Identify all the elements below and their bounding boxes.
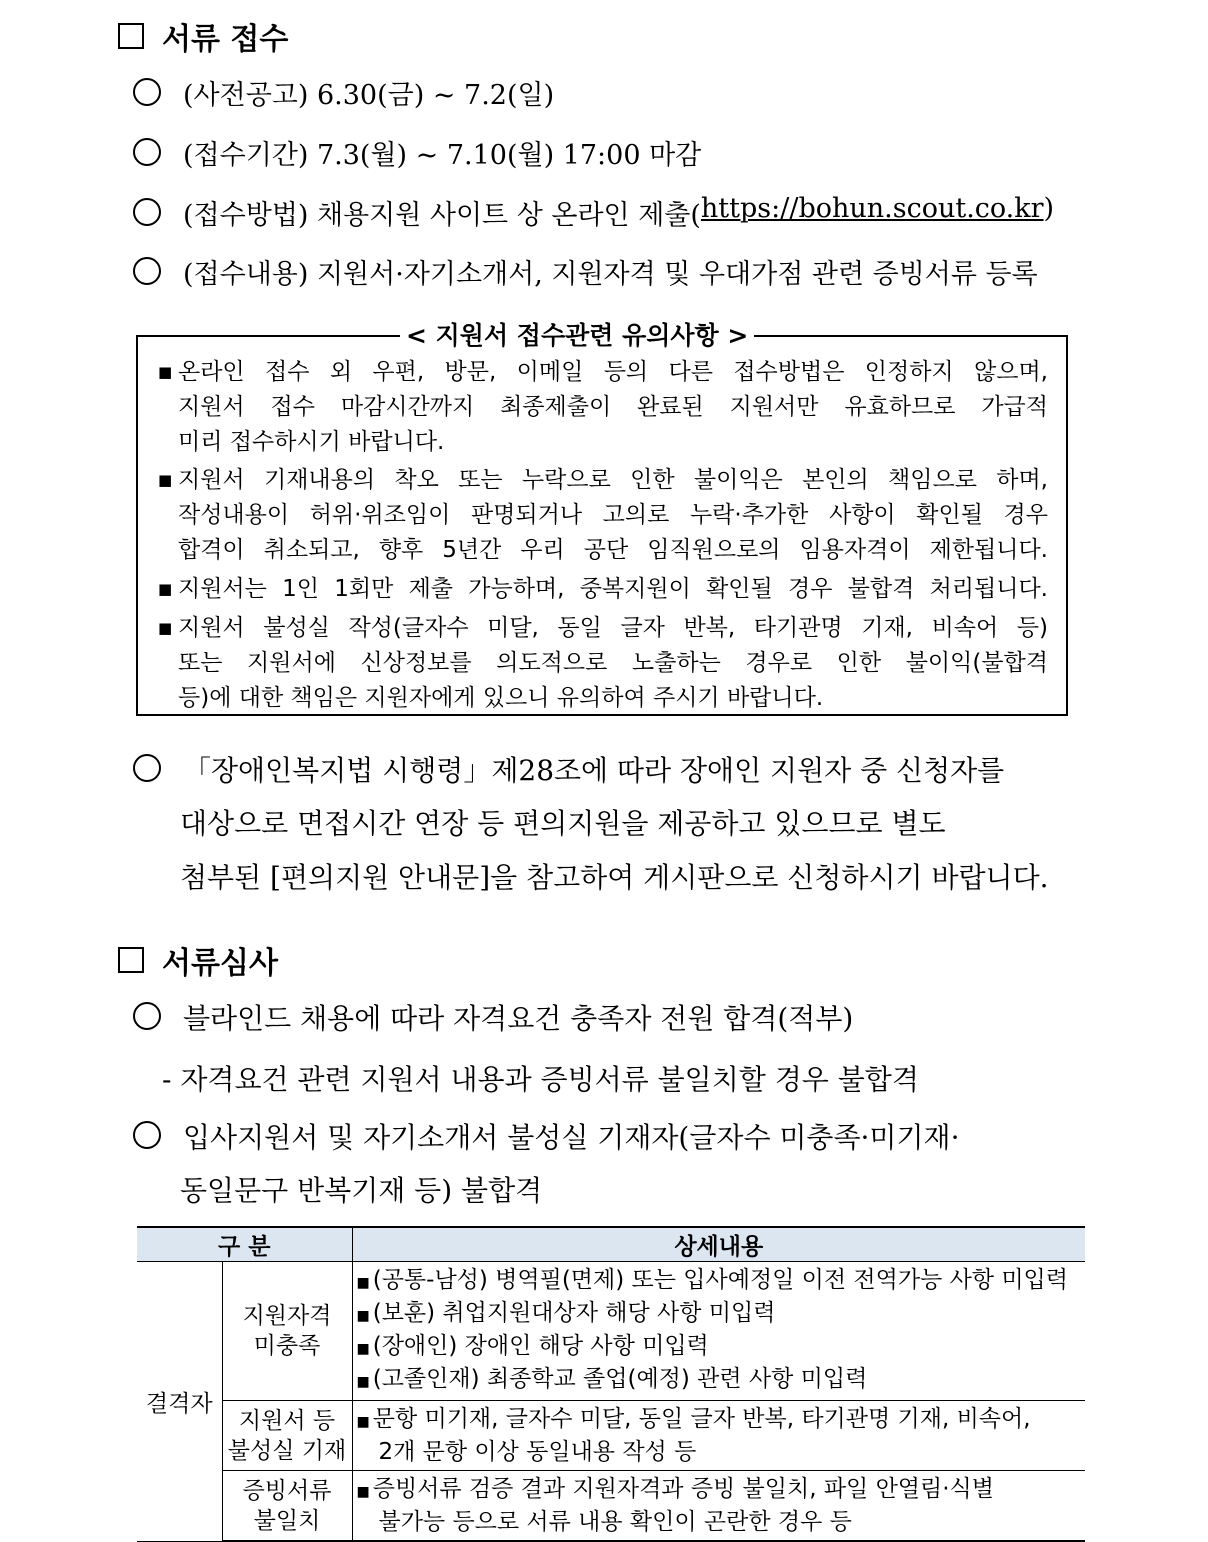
list-item-text: (사전공고) 6.30(금) ~ 7.2(일) xyxy=(183,80,555,111)
circle-bullet-icon xyxy=(133,1002,161,1030)
table-row xyxy=(137,1262,1085,1401)
list-item-continuation: 대상으로 면접시간 연장 등 편의지원을 제공하고 있으므로 별도 xyxy=(180,807,946,840)
circle-bullet-icon xyxy=(133,1121,161,1149)
detail-text: 증빙서류 검증 결과 지원자격과 증빙 불일치, 파일 안열림·식별 xyxy=(372,1476,994,1502)
table-header-row xyxy=(137,1227,1085,1262)
subcategory-line: 미충족 xyxy=(253,1333,321,1359)
list-item-text: 블라인드 채용에 따라 자격요건 충족자 전원 합격(적부) xyxy=(183,1002,854,1035)
subcategory-line: 불일치 xyxy=(253,1507,321,1534)
circle-bullet-icon xyxy=(133,198,161,226)
detail-text: (공통-남성) 병역필(면제) 또는 입사예정일 이전 전역가능 사항 미입력 xyxy=(372,1267,1068,1293)
circle-bullet-icon xyxy=(133,78,161,106)
square-bullet-icon: ■ xyxy=(356,1484,370,1500)
list-item-insincere xyxy=(133,1116,959,1156)
notice-title: < 지원서 접수관련 유의사항 > xyxy=(400,316,754,352)
checkbox-square-icon xyxy=(118,23,144,49)
list-item-text: (접수방법) 채용지원 사이트 상 온라인 제출( xyxy=(183,200,701,231)
table-row xyxy=(137,1471,1085,1542)
notice-line: 미리 접수하시기 바랍니다. xyxy=(178,429,445,455)
square-bullet-icon: ■ xyxy=(356,1275,370,1291)
checkbox-square-icon xyxy=(118,947,144,973)
notice-line: 지원서 불성실 작성(글자수 미달, 동일 글자 반복, 타기관명 기재, 비속어 등) xyxy=(178,615,1048,641)
section-heading-screening xyxy=(118,938,278,982)
list-item-text: 입사지원서 및 자기소개서 불성실 기재자(글자수 미충족·미기재· xyxy=(183,1121,960,1154)
notice-item xyxy=(158,611,1048,716)
notice-box xyxy=(136,335,1068,716)
detail-line xyxy=(357,1265,1082,1298)
subcategory-line: 불성실 기재 xyxy=(227,1437,347,1464)
notice-item xyxy=(158,463,1048,568)
square-bullet-icon: ■ xyxy=(158,363,173,381)
notice-item xyxy=(158,572,1048,607)
disqualification-table xyxy=(137,1226,1085,1542)
list-item-text: (접수내용) 지원서·자기소개서, 지원자격 및 우대가점 관련 증빙서류 등록 xyxy=(183,259,1038,290)
detail-line xyxy=(357,1331,1082,1364)
list-item-period xyxy=(133,133,701,172)
square-bullet-icon: ■ xyxy=(356,1308,370,1324)
notice-item xyxy=(158,355,1048,460)
square-bullet-icon: ■ xyxy=(356,1341,370,1357)
header-category: 구 분 xyxy=(137,1227,352,1262)
notice-line: 지원서 기재내용의 착오 또는 누락으로 인한 불이익은 본인의 책임으로 하며, xyxy=(178,467,1048,493)
section-heading-submission xyxy=(118,14,288,58)
detail-text: (장애인) 장애인 해당 사항 미입력 xyxy=(372,1333,709,1359)
square-bullet-icon: ■ xyxy=(158,619,173,637)
list-item-content xyxy=(133,252,1038,291)
notice-line: 온라인 접수 외 우편, 방문, 이메일 등의 다른 접수방법은 인정하지 않으며, xyxy=(178,359,1048,385)
list-item-method xyxy=(133,193,1054,232)
square-bullet-icon: ■ xyxy=(158,580,173,598)
notice-line: 지원서 접수 마감시간까지 최종제출이 완료된 지원서만 유효하므로 가급적 xyxy=(178,394,1048,420)
subcategory-line: 증빙서류 xyxy=(242,1477,332,1504)
application-site-link[interactable]: https://bohun.scout.co.kr xyxy=(700,193,1044,224)
list-item-announcement xyxy=(133,73,554,112)
notice-line: 합격이 취소되고, 향후 5년간 우리 공단 임직원으로의 임용자격이 제한됩니다. xyxy=(178,537,1048,563)
subcategory-cell xyxy=(222,1401,352,1471)
detail-line xyxy=(357,1298,1082,1331)
circle-bullet-icon xyxy=(133,257,161,285)
circle-bullet-icon xyxy=(133,754,161,782)
table-row xyxy=(137,1401,1085,1471)
subcategory-cell xyxy=(222,1262,352,1401)
notice-line: 또는 지원서에 신상정보를 의도적으로 노출하는 경우로 인한 불이익(불합격 xyxy=(178,650,1048,676)
detail-text: (보훈) 취업지원대상자 해당 사항 미입력 xyxy=(372,1300,776,1326)
list-item-blind xyxy=(133,997,853,1037)
category-cell: 결격자 xyxy=(137,1262,222,1542)
details-cell xyxy=(352,1262,1085,1401)
header-details: 상세내용 xyxy=(352,1227,1085,1262)
details-cell xyxy=(352,1471,1085,1542)
section-title: 서류 접수 xyxy=(162,22,289,57)
list-item-continuation: 동일문구 반복기재 등) 불합격 xyxy=(180,1174,543,1207)
square-bullet-icon: ■ xyxy=(356,1374,370,1390)
detail-line: 2개 문항 이상 동일내용 작성 등 xyxy=(378,1439,697,1465)
square-bullet-icon: ■ xyxy=(158,471,173,489)
subcategory-line: 지원서 등 xyxy=(238,1407,336,1434)
detail-line xyxy=(357,1404,1082,1437)
subcategory-line: 지원자격 xyxy=(242,1303,332,1329)
details-cell xyxy=(352,1401,1085,1471)
square-bullet-icon: ■ xyxy=(356,1414,370,1430)
subcategory-cell xyxy=(222,1471,352,1542)
detail-text: (고졸인재) 최종학교 졸업(예정) 관련 사항 미입력 xyxy=(372,1366,868,1392)
detail-text: 문항 미기재, 글자수 미달, 동일 글자 반복, 타기관명 기재, 비속어, xyxy=(372,1406,1031,1432)
list-item-text: 「장애인복지법 시행령」제28조에 따라 장애인 지원자 중 신청자를 xyxy=(183,754,1005,787)
detail-line xyxy=(357,1474,1082,1507)
sub-item-text: - 자격요건 관련 지원서 내용과 증빙서류 불일치할 경우 불합격 xyxy=(162,1063,919,1096)
circle-bullet-icon xyxy=(133,138,161,166)
notice-line: 작성내용이 허위·위조임이 판명되거나 고의로 누락·추가한 사항이 확인될 경우 xyxy=(178,502,1048,528)
section-title: 서류심사 xyxy=(162,946,278,981)
detail-line xyxy=(357,1364,1082,1397)
list-item-text: (접수기간) 7.3(월) ~ 7.10(월) 17:00 마감 xyxy=(183,140,702,171)
list-item-text-suffix: ) xyxy=(1043,193,1055,224)
detail-line: 불가능 등으로 서류 내용 확인이 곤란한 경우 등 xyxy=(378,1509,852,1535)
notice-line: 지원서는 1인 1회만 제출 가능하며, 중복지원이 확인될 경우 불합격 처리됩니다. xyxy=(178,576,1048,602)
notice-line: 등)에 대한 책임은 지원자에게 있으니 유의하여 주시기 바랍니다. xyxy=(178,685,824,711)
list-item-continuation: 첨부된 [편의지원 안내문]을 참고하여 게시판으로 신청하시기 바랍니다. xyxy=(180,861,1049,894)
list-item-disability xyxy=(133,749,1004,789)
